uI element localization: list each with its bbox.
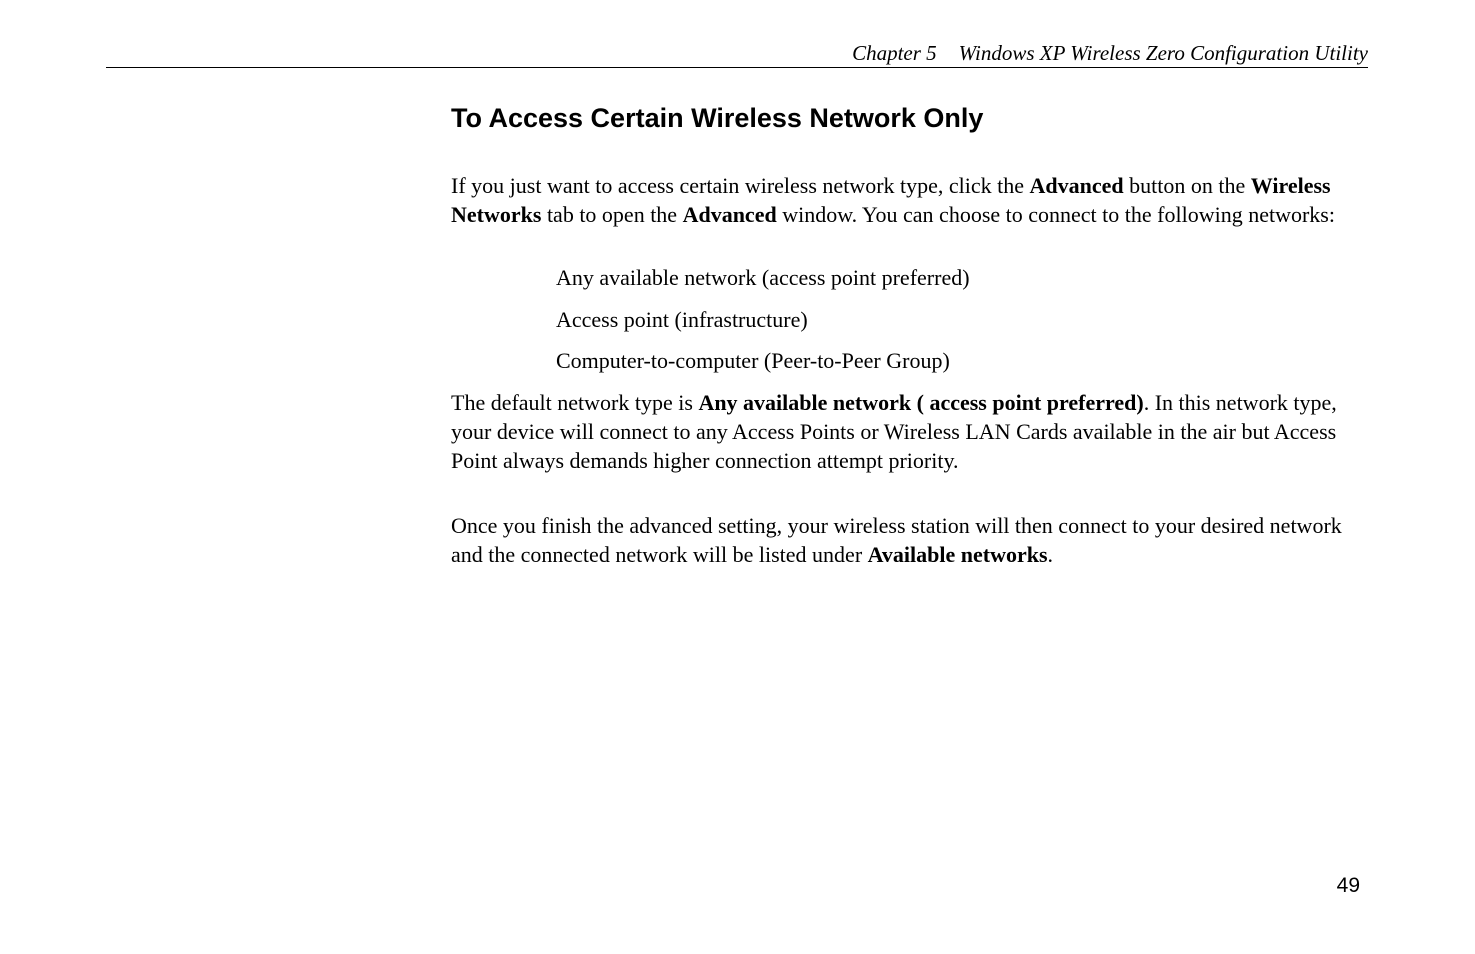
page-content [451,100,1371,569]
default-text-2: . In this network type, your device will connect to any Access Points or Wireless LAN Cards available in the air but Access Point always demands higher connection attempt priority. [451,389,1337,473]
intro-bold-advanced-button: Advanced [1029,173,1124,198]
default-network-paragraph [451,388,1371,475]
network-option-access-point: Access point (infrastructure) [556,306,808,332]
finish-text-2: . [1047,541,1054,567]
default-text-1: The default network type is [451,389,699,415]
header-chapter: Chapter 5 [852,41,937,65]
running-header [106,38,1368,68]
intro-text-2: button on the [1123,173,1251,198]
intro-paragraph [451,171,1371,229]
network-option-any-available: Any available network (access point preferred) [556,265,970,290]
finish-paragraph [451,511,1371,569]
network-option-computer-to-computer: Computer-to-computer (Peer-to-Peer Group) [556,348,950,373]
default-bold-network-type: Any available network ( access point preferred) [698,389,1144,415]
header-title: Windows XP Wireless Zero Configuration Utility [958,41,1368,65]
page-number: 49 [1336,874,1360,897]
intro-text-1: If you just want to access certain wireless network type, click the [451,173,1030,198]
finish-bold-available-networks: Available networks [867,541,1048,567]
finish-text-1: Once you finish the advanced setting, your wireless station will then connect to your desired network and the connected network will be listed under [451,512,1342,567]
intro-bold-advanced-window: Advanced [682,202,777,227]
section-title: To Access Certain Wireless Network Only [451,103,984,133]
intro-text-4: window. You can choose to connect to the following networks: [776,202,1335,227]
intro-bold-wireless-networks-tab: Wireless Networks [451,173,1331,227]
intro-text-3: tab to open the [541,202,683,227]
network-options-list [556,263,1371,375]
